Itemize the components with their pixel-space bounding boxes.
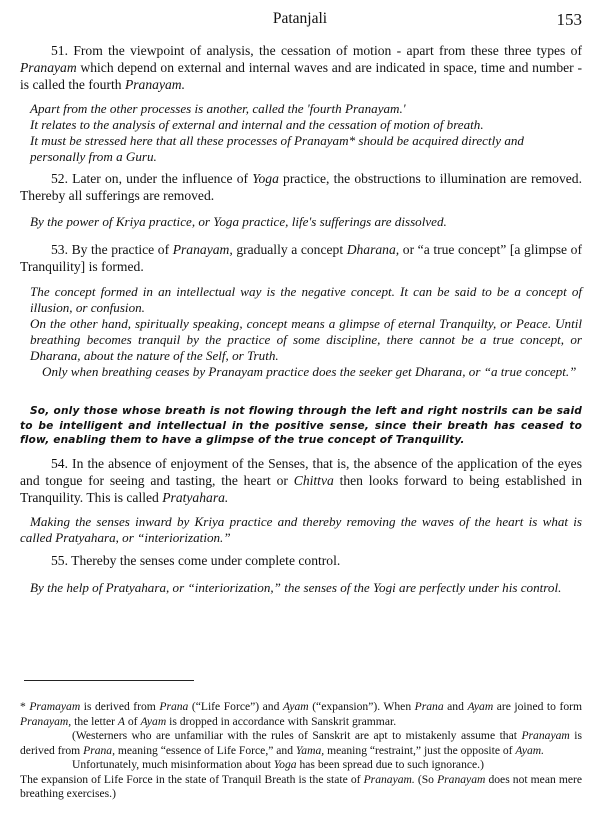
sutra-53-text-1: 53. By the practice of [51,242,173,257]
fn-term: Prana, [83,743,115,757]
sutra-52-text [20,170,582,204]
commentary-55-text: By the help of Pratyahara, or “interiorization,” the senses of the Yogi are perfectly under his control. [30,580,562,595]
sutra-51-text [20,42,582,93]
fn-text: has been spread due to such ignorance.) [296,758,484,771]
fn-term: Ayam [282,700,309,713]
commentary-52 [20,214,582,230]
fn-text: is dropped in accordance with Sanskrit grammar. [166,714,397,728]
fn-term: Ayam. [515,743,545,757]
fn-text: meaning “restraint,” just the opposite of [324,743,516,757]
commentary-51-line-1: Apart from the other processes is another, called the 'fourth Pranayam.' [30,101,406,116]
fn-text: (Westerners who are unfamiliar with the rules of Sanskrit are apt to mistakenly assume that [72,729,522,742]
fn-term: Pranayam, [20,714,72,728]
fn-term: Pranayam. [363,772,415,786]
fn-text: and [443,700,468,713]
commentary-51-line-2: It relates to the analysis of external and internal and the cessation of motion of breath. [30,117,484,132]
fn-text: are joined to form [493,700,582,713]
commentary-53-line-3: Only when breathing ceases by Pranayam practice does the seeker get Dharana, or “a true concept.” [42,364,577,379]
sutra-53-text-3: or “a true concept” [a glimpse of Tranquility] is formed. [20,242,582,274]
sutra-51 [20,42,582,93]
commentary-53-line-1: The concept formed in an intellectual way is the negative concept. It can be said to be a concept of illusion, or confusion. [30,284,582,315]
commentary-53-emphasis [20,404,582,448]
commentary-51-line-3: It must be stressed here that all these processes of Pranayam* should be acquired directly and personally from a Guru. [30,133,524,164]
sutra-55 [20,552,582,569]
sutra-51-term-1: Pranayam [20,60,77,75]
sutra-54 [20,455,582,506]
sutra-54-term-1: Chittva [293,473,334,488]
commentary-53-text [20,284,582,380]
fn-text: the letter [71,714,118,728]
fn-term: Ayam [140,714,167,728]
fn-term: Pranayam [521,729,570,742]
sutra-55-text: 55. Thereby the senses come under complete control. [51,553,341,568]
commentary-54 [20,514,582,546]
sutra-51-text-1: 51. From the viewpoint of analysis, the cessation of motion - apart from these three types of [51,43,582,58]
running-title: Patanjali [272,10,328,27]
footnote-rule [24,680,194,681]
commentary-53-emphasis-text: So, only those whose breath is not flowing through the left and right nostrils can be said to be intelligent and intellectual in the positive sense, since their breath has ceased to flow, enabling them to have a glimpse of the true concept of Tranquility. [20,405,582,446]
fn-term: Prana [414,700,444,713]
fn-text: of [124,714,141,728]
footnote-para-4 [20,773,582,802]
sutra-53-text-2: gradually a concept [232,242,347,257]
commentary-51 [20,101,582,165]
commentary-52-text [20,214,582,230]
fn-term: Yoga [273,758,297,771]
sutra-54-text [20,455,582,506]
fn-term: Yama, [295,743,325,757]
fn-term: Prana [159,700,189,713]
sutra-51-text-2: which depend on external and internal waves and are indicated in space, time and number - is called the fourth [20,60,582,92]
fn-term: Pranayam [437,772,486,786]
commentary-54-text: Making the senses inward by Kriya practice and thereby removing the waves of the heart is what is called Pratyahara, or “interiorization.” [20,514,582,545]
fn-text: (“expansion”). When [308,700,415,713]
footnote [20,700,582,802]
sutra-54-term-2: Pratyahara. [162,490,229,505]
fn-text: is derived from [20,729,582,757]
sutra-52 [20,170,582,204]
sutra-54-text-1: 54. In the absence of enjoyment of the Senses, that is, the absence of the application of the eyes and tongue for seeing and tasting, the heart or [20,456,582,488]
fn-text: meaning “essence of Life Force,” and [115,743,296,757]
fn-term: A [117,714,125,728]
page-number: 153 [556,10,582,29]
sutra-53-text [20,241,582,275]
sutra-53-term-1: Pranayam, [172,242,233,257]
commentary-52-line: By the power of Kriya practice, or Yoga practice, life's sufferings are dissolved. [30,214,447,229]
commentary-51-text [20,101,582,165]
fn-text: (“Life Force”) and [188,700,283,713]
running-header [0,10,600,32]
fn-text: (So [414,772,438,786]
sutra-53-term-2: Dharana, [346,242,400,257]
fn-text: The expansion of Life Force in the state of Tranquil Breath is the state of [20,772,364,786]
sutra-52-term: Yoga [252,171,279,186]
commentary-53-line-2: On the other hand, spiritually speaking, concept means a glimpse of eternal Tranquilty, or Peace. Until breathing becomes tranquil by the practice of some discipline, there cannot be a true concept, or Dharana, about the nature of the Self, or Truth. [30,316,582,363]
sutra-53 [20,241,582,275]
fn-text: is derived from [80,700,160,713]
sutra-52-text-2: practice, the obstructions to illumination are removed. Thereby all sufferings are removed. [20,171,583,203]
fn-term: Pramayam [29,700,81,713]
sutra-54-text-2: then looks forward to being established in Tranquility. This is called [20,473,582,505]
fn-text: Unfortunately, much misinformation about [72,758,274,771]
footnote-para-3 [20,758,582,773]
footnote-para-1 [20,700,582,729]
footnote-marker: * [20,700,30,713]
commentary-55 [20,580,582,596]
fn-text: does not mean mere breathing exercises.) [20,772,583,800]
sutra-52-text-1: 52. Later on, under the influence of [51,171,253,186]
sutra-51-term-2: Pranayam. [124,77,185,92]
footnote-para-2 [20,729,582,758]
commentary-53 [20,284,582,380]
fn-term: Ayam [467,700,494,713]
